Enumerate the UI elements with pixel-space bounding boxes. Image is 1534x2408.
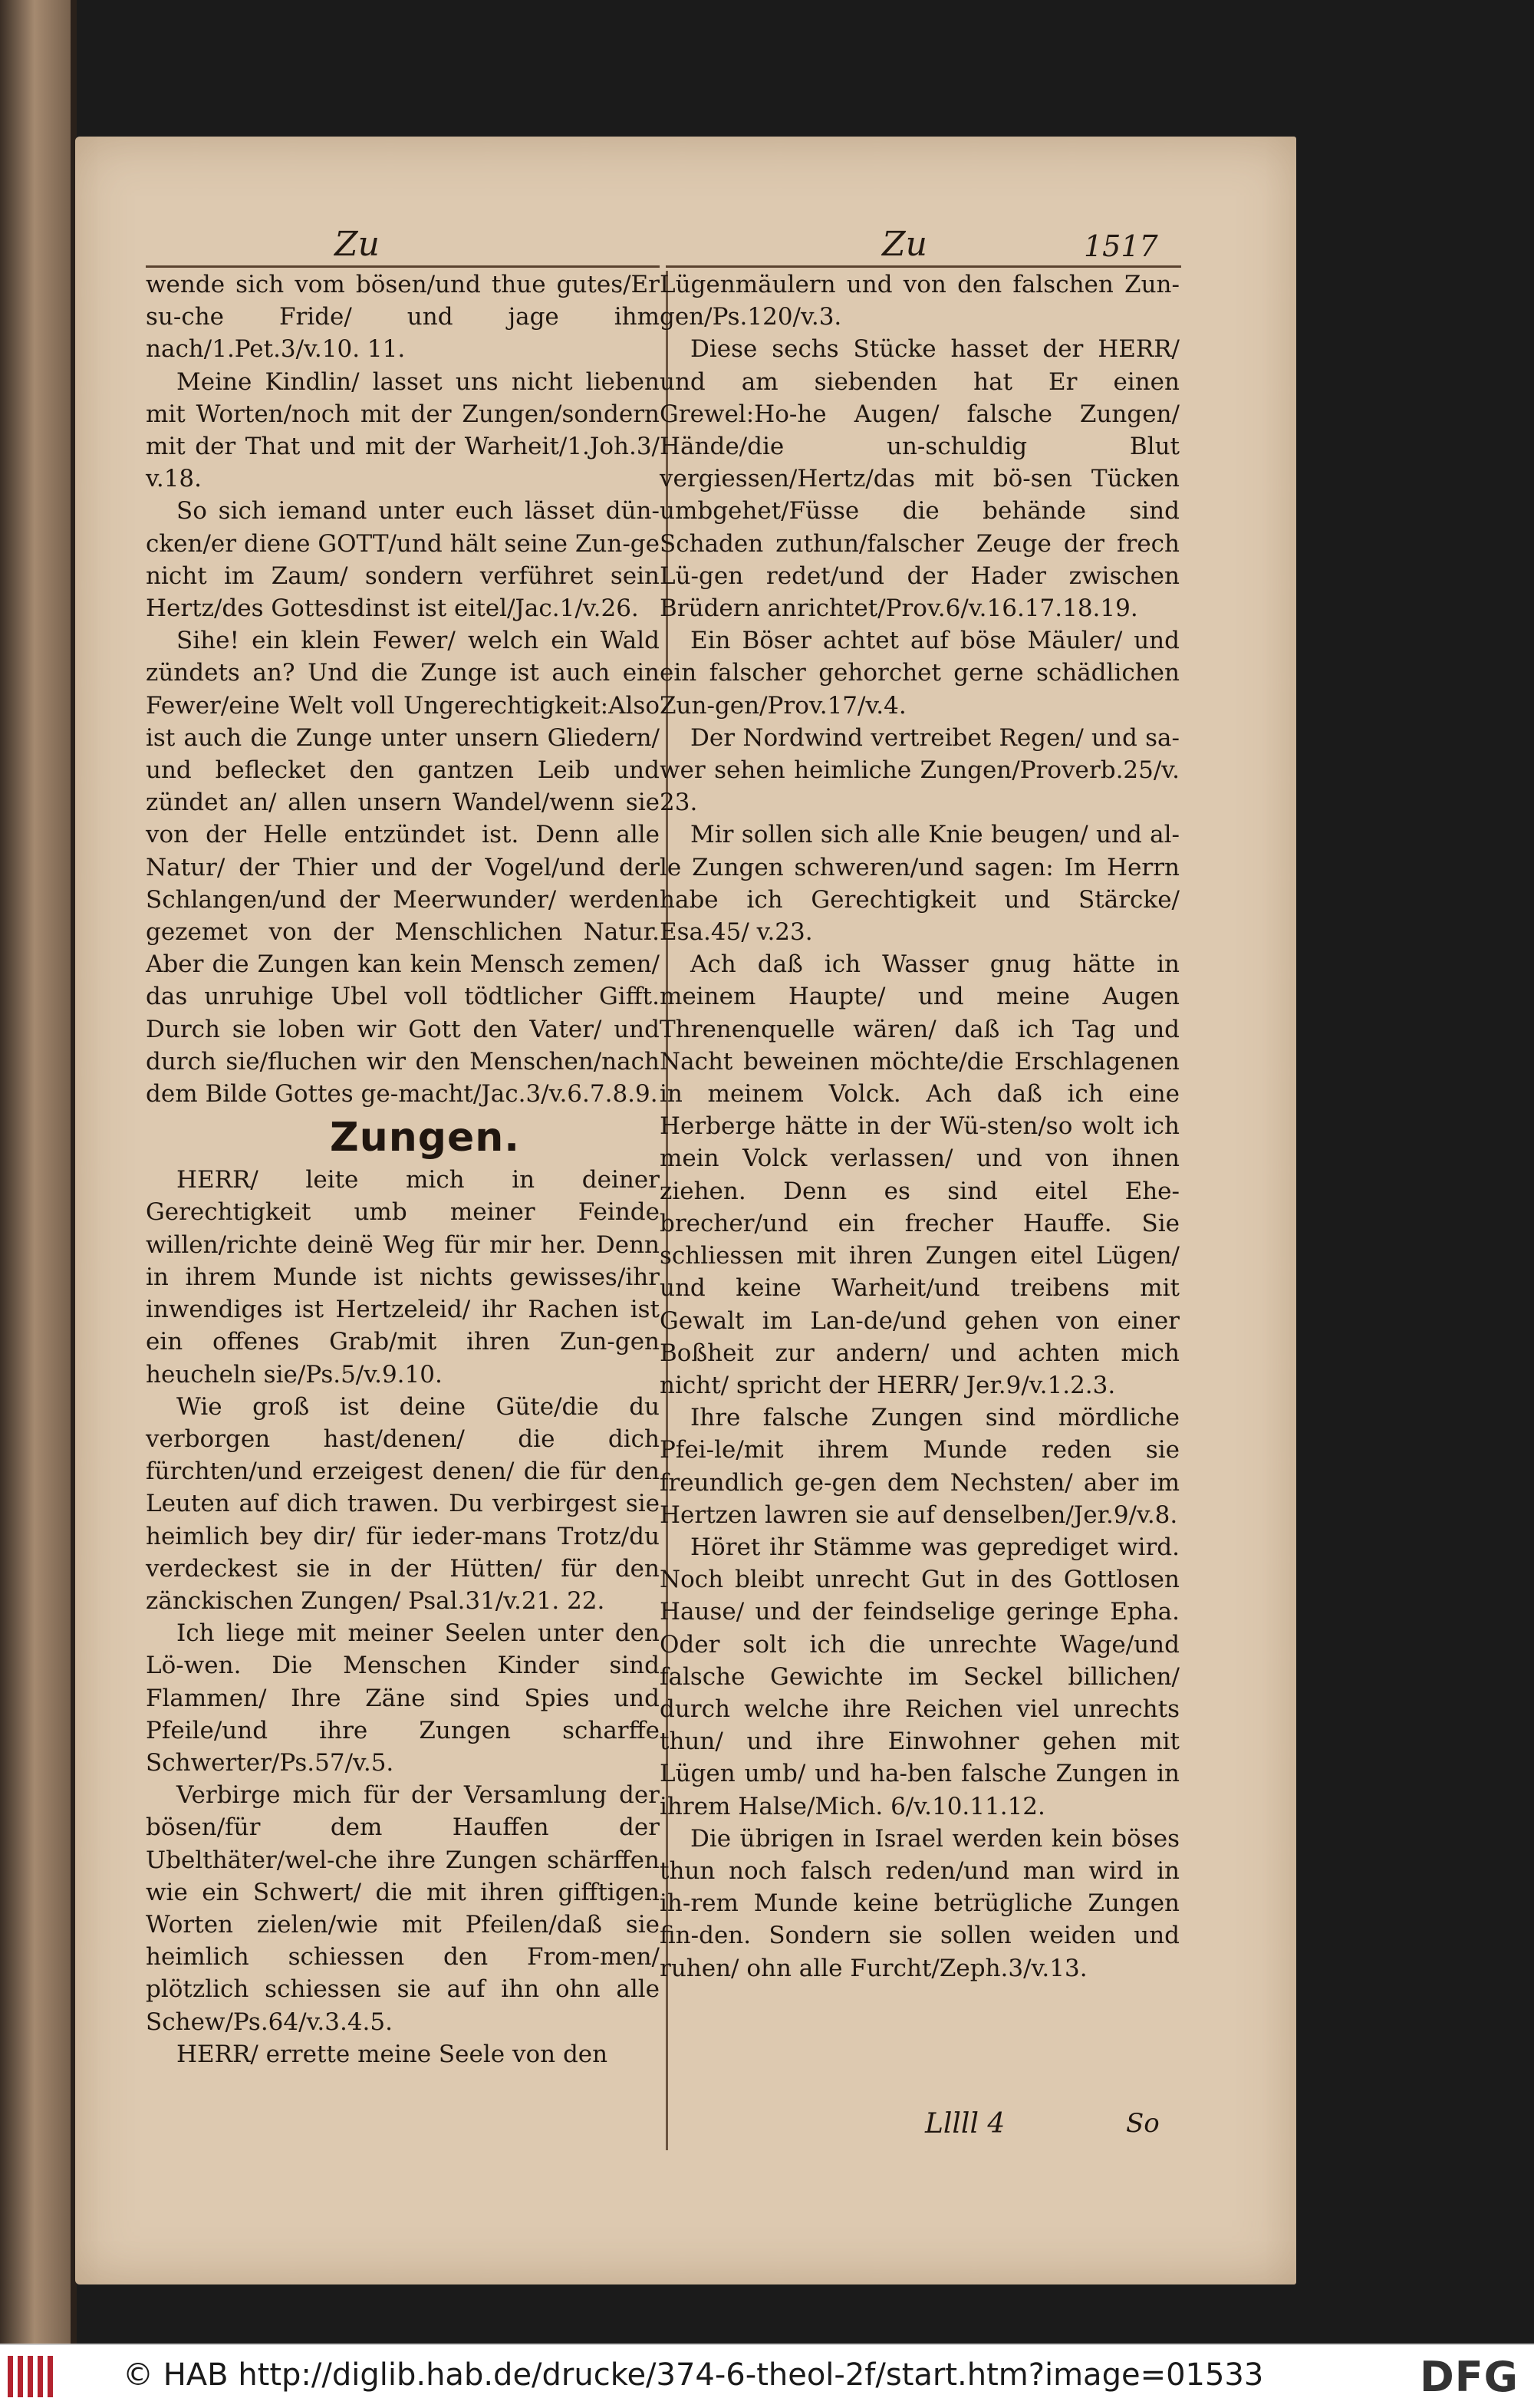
adjacent-page-edge [0,0,77,2344]
paragraph: Der Nordwind vertreibet Regen/ und sa-wer sehen heimliche Zungen/Proverb.25/v. 23. [660,723,1180,817]
section-heading: Zungen. [330,1115,521,1161]
paragraph: wende sich vom bösen/und thue gutes/Er su-che Fride/ und jage ihm nach/1.Pet.3/v.10. 11. [146,271,660,364]
catchword: So [1126,2108,1160,2139]
paragraph: Sihe! ein klein Fewer/ welch ein Wald zündets an? Und die Zunge ist auch ein Fewer/eine Welt voll Ungerechtigkeit:Also ist auch die Zunge unter unsern Gliedern/ und beflecket den gantzen Leib und zündet an/ allen unsern Wandel/wenn sie von der Helle entzündet ist. Denn alle Natur/ der Thier und der Vogel/und der Schlangen/und der Meerwunder/ werden gezemet von der Menschlichen Natur. Aber die Zungen kan kein Mensch zemen/ das unruhige Ubel voll tödtlicher Gifft. Durch sie loben wir Gott den Vater/ und durch sie/fluchen wir den Menschen/nach dem Bilde Gottes ge-macht/Jac.3/v.6.7.8.9. [146,627,660,1108]
attribution-bar [0,2344,1534,2408]
paragraph: Höret ihr Stämme was geprediget wird. Noch bleibt unrecht Gut in des Gottlosen Hause/ und der feindselige geringe Epha. Oder solt ich die unrechte Wage/und falsche Gewichte im Seckel billichen/ durch welche ihre Reichen viel unrechts thun/ und ihre Einwohner gehen mit Lügen umb/ und ha-ben falsche Zungen in ihrem Halse/Mich. 6/v.10.11.12. [660,1533,1180,1820]
paragraph: Diese sechs Stücke hasset der HERR/ und am siebenden hat Er einen Grewel:Ho-he Augen/ falsche Zungen/ Hände/die un-schuldig Blut vergiessen/Hertz/das mit bö-sen Tücken umbgehet/Füsse die behände sind Schaden zuthun/falscher Zeuge der frech Lü-gen redet/und der Hader zwischen Brüdern anrichtet/Prov.6/v.16.17.18.19. [660,335,1180,623]
book-page [75,137,1296,2284]
paragraph: HERR/ errette meine Seele von den [176,2040,608,2068]
dfg-logo: DFG [1419,2353,1519,2401]
paragraph: Ach daß ich Wasser gnug hätte in meinem Haupte/ und meine Augen Threnenquelle wären/ daß ich Tag und Nacht beweinen möchte/die Erschlagenen in meinem Volck. Ach daß ich eine Herberge hätte in der Wü-sten/so wolt ich mein Volck verlassen/ und von ihnen ziehen. Denn es sind eitel Ehe-brecher/und ein frecher Hauffe. Sie schliessen mit ihren Zungen eitel Lügen/ und keine Warheit/und treibens mit Gewalt im Lan-de/und gehen von einer Boßheit zur andern/ und achten mich nicht/ spricht der HERR/ Jer.9/v.1.2.3. [660,950,1180,1399]
paragraph: So sich iemand unter euch lässet dün-cken/er diene GOTT/und hält seine Zun-ge nicht im Zaum/ sondern verführet sein Hertz/des Gottesdinst ist eitel/Jac.1/v.26. [146,497,660,623]
paragraph: Meine Kindlin/ lasset uns nicht lieben mit Worten/noch mit der Zungen/sondern mit der That und mit der Warheit/1.Joh.3/ v.18. [146,367,660,493]
paragraph: HERR/ leite mich in deiner Gerechtigkeit umb meiner Feinde willen/richte deinë Weg für mir her. Denn in ihrem Munde ist nichts gewisses/ihr inwendiges ist Hertzeleid/ ihr Rachen ist ein offenes Grab/mit ihren Zun-gen heucheln sie/Ps.5/v.9.10. [146,1166,660,1388]
paragraph: Ich liege mit meiner Seelen unter den Lö-wen. Die Menschen Kinder sind Flammen/ Ihre Zäne sind Spies und Pfeile/und ihre Zungen scharffe Schwerter/Ps.57/v.5. [146,1619,660,1777]
header-left-title: Zu [334,225,380,264]
header-rule-right [666,265,1181,268]
paragraph: Ein Böser achtet auf böse Mäuler/ und ein falscher gehorchet gerne schädlichen Zun-gen/Prov.17/v.4. [660,627,1180,720]
paragraph: Die übrigen in Israel werden kein böses thun noch falsch reden/und man wird in ih-rem Munde keine betrügliche Zungen fin-den. Sondern sie sollen weiden und ruhen/ ohn alle Furcht/Zeph.3/v.13. [660,1824,1180,1982]
paragraph: Wie groß ist deine Güte/die du verborgen hast/denen/ die dich fürchten/und erzeigest denen/ die für den Leuten auf dich trawen. Du verbirgest sie heimlich bey dir/ für ieder-mans Trotz/du verdeckest sie in der Hütten/ für den zänckischen Zungen/ Psal.31/v.21. 22. [146,1392,660,1615]
header-right-title: Zu [882,225,927,264]
paragraph: Ihre falsche Zungen sind mördliche Pfei-le/mit ihrem Munde reden sie freundlich ge-gen dem Nechsten/ aber im Hertzen lawren sie auf denselben/Jer.9/v.8. [660,1404,1180,1529]
right-column [660,268,1180,1985]
page-number: 1517 [1084,229,1158,263]
running-header [75,217,1296,271]
signature-mark: Lllll 4 [925,2108,1006,2140]
hab-logo-icon [8,2356,63,2397]
paragraph: Mir sollen sich alle Knie beugen/ und al-le Zungen schweren/und sagen: Im Herrn habe ich Gerechtigkeit und Stärcke/ Esa.45/ v.23. [660,821,1180,947]
paragraph: Lügenmäulern und von den falschen Zun-gen/Ps.120/v.3. [660,271,1180,331]
paragraph: Verbirge mich für der Versamlung der bösen/für dem Hauffen der Ubelthäter/wel-che ihre Zungen schärffen wie ein Schwert/ die mit ihren gifftigen Worten zielen/wie mit Pfeilen/daß sie heimlich schiessen den From-men/ plötzlich schiessen sie auf ihn ohn alle Schew/Ps.64/v.3.4.5. [146,1781,660,2036]
source-url-text: © HAB http://diglib.hab.de/drucke/374-6-theol-2f/start.htm?image=01533 [123,2357,1264,2393]
header-rule-left [146,265,660,268]
left-column [146,268,660,2070]
page-footer [75,2108,1296,2154]
